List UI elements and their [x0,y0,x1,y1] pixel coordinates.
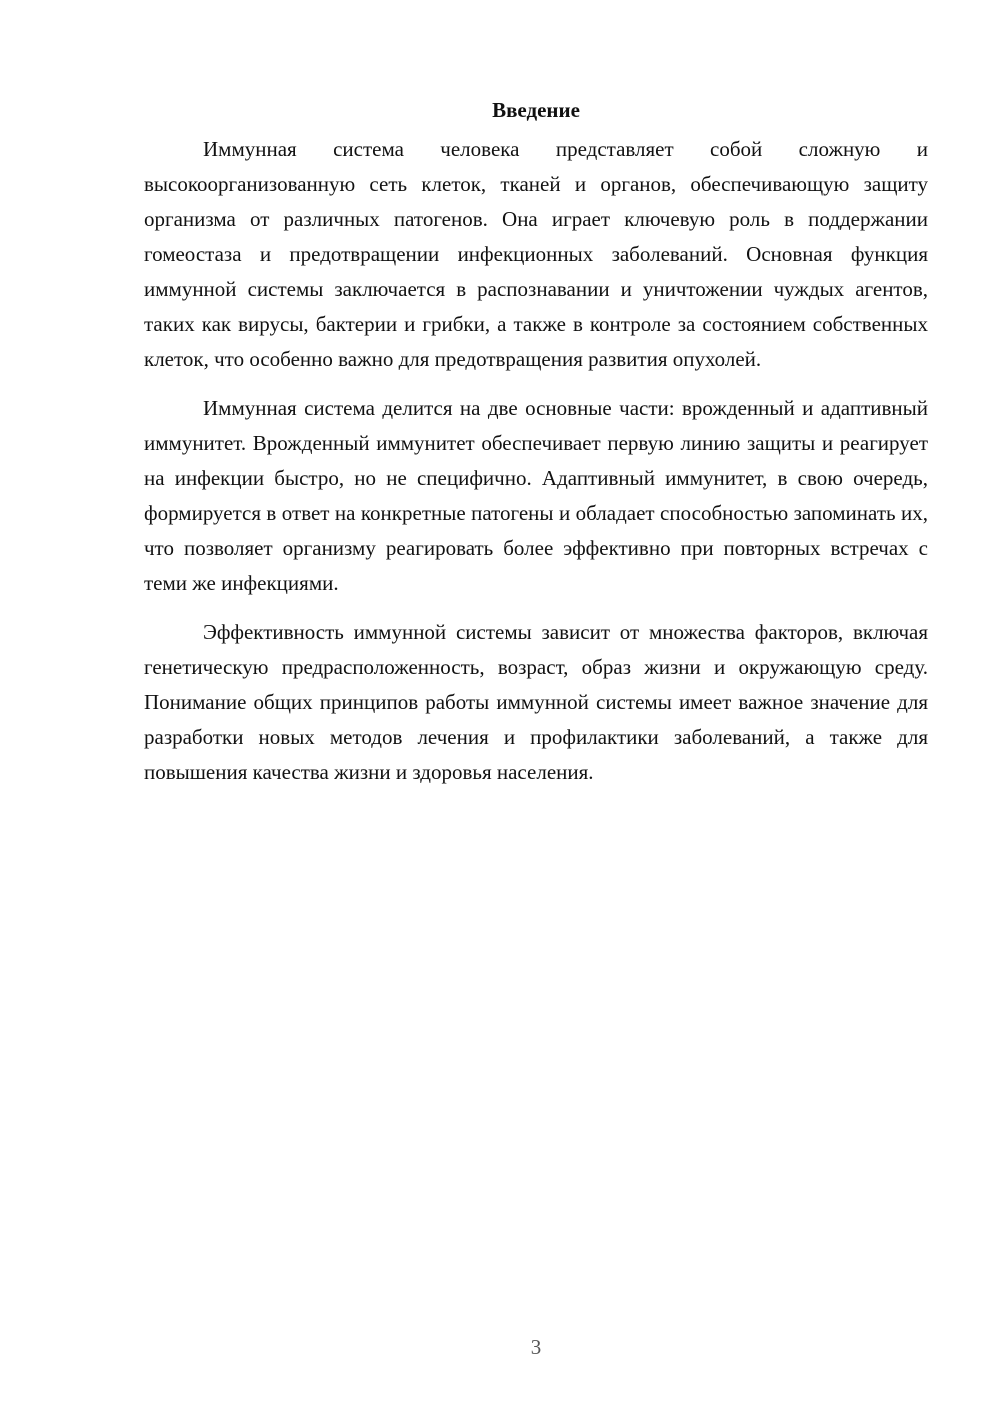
page-number: 3 [530,1335,542,1359]
paragraph-1: Иммунная система человека представляет собой сложную и высокоорганизованную сеть клеток, тканей и органов, обеспечивающую защиту организма от различных патогенов. Она играет ключевую роль в поддержании гомеостаза и предотвращении инфекционных заболеваний. Основная функция иммунной системы заключается в распознавании и уничтожении чуждых агентов, таких как вирусы, бактерии и грибки, а также в контроле за состоянием собственных клеток, что особенно важно для предотвращения развития опухолей. [144,137,928,371]
paragraph-2: Иммунная система делится на две основные части: врожденный и адаптивный иммунитет. Врожденный иммунитет обеспечивает первую линию защиты и реагирует на инфекции быстро, но не специфично. Адаптивный иммунитет, в свою очередь, формируется в ответ на конкретные патогены и обладает способностью запоминать их, что позволяет организму реагировать более эффективно при повторных встречах с теми же инфекциями. [144,396,928,595]
section-heading: Введение [492,98,580,122]
paragraph-3: Эффективность иммунной системы зависит от множества факторов, включая генетическую предрасположенность, возраст, образ жизни и окружающую среду. Понимание общих принципов работы иммунной системы имеет важное значение для разработки новых методов лечения и профилактики заболеваний, а также для повышения качества жизни и здоровья населения. [144,620,928,784]
page-content [144,96,928,790]
